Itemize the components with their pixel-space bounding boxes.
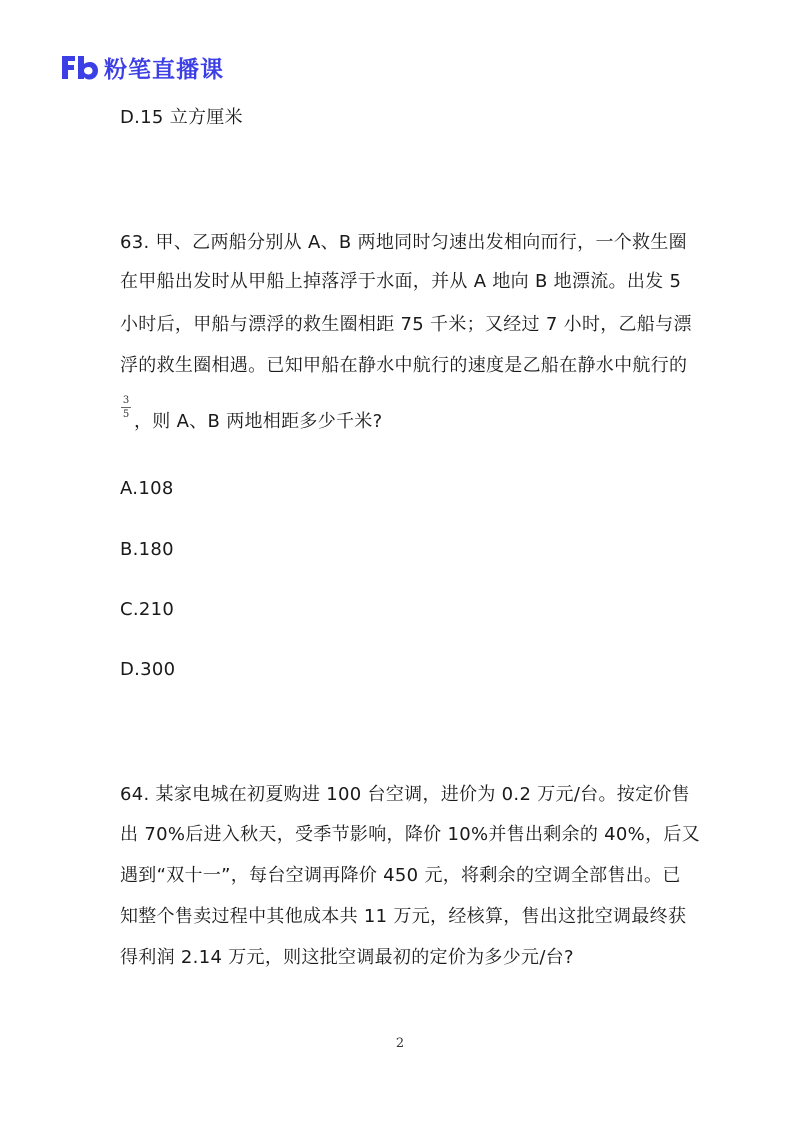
fb-logo-icon (60, 53, 100, 81)
fraction-denominator: 5 (122, 409, 130, 420)
q63-option-d: D.300 (120, 659, 176, 680)
q63-line-5: ，则 A、B 两地相距多少千米? (134, 411, 383, 432)
prev-question-option-d: D.15 立方厘米 (120, 107, 243, 128)
q64-line-3: 遇到“双十一”，每台空调再降价 450 元，将剩余的空调全部售出。已 (120, 865, 681, 886)
q63-option-b: B.180 (120, 539, 174, 560)
q64-line-1: 64. 某家电城在初夏购进 100 台空调，进价为 0.2 万元/台。按定价售 (120, 784, 690, 805)
q64-line-4: 知整个售卖过程中其他成本共 11 万元，经核算，售出这批空调最终获 (120, 906, 687, 927)
page-number: 2 (395, 1036, 405, 1051)
q64-line-2: 出 70%后进入秋天，受季节影响，降价 10%并售出剩余的 40%，后又 (120, 824, 700, 845)
brand-logo (60, 52, 224, 82)
q63-fraction (120, 395, 132, 420)
q63-line-2: 在甲船出发时从甲船上掉落浮于水面，并从 A 地向 B 地漂流。出发 5 (120, 271, 682, 292)
q63-line-3: 小时后，甲船与漂浮的救生圈相距 75 千米；又经过 7 小时，乙船与漂 (120, 314, 692, 335)
q64-line-5: 得利润 2.14 万元，则这批空调最初的定价为多少元/台? (120, 947, 574, 968)
q63-option-c: C.210 (120, 599, 175, 620)
brand-name: 粉笔直播课 (104, 56, 224, 83)
q63-line-4: 浮的救生圈相遇。已知甲船在静水中航行的速度是乙船在静水中航行的 (120, 355, 688, 376)
q63-line-1: 63. 甲、乙两船分别从 A、B 两地同时匀速出发相向而行，一个救生圈 (120, 232, 687, 253)
fraction-bar (121, 407, 131, 408)
fraction-numerator: 3 (122, 395, 130, 406)
q63-option-a: A.108 (120, 478, 174, 499)
